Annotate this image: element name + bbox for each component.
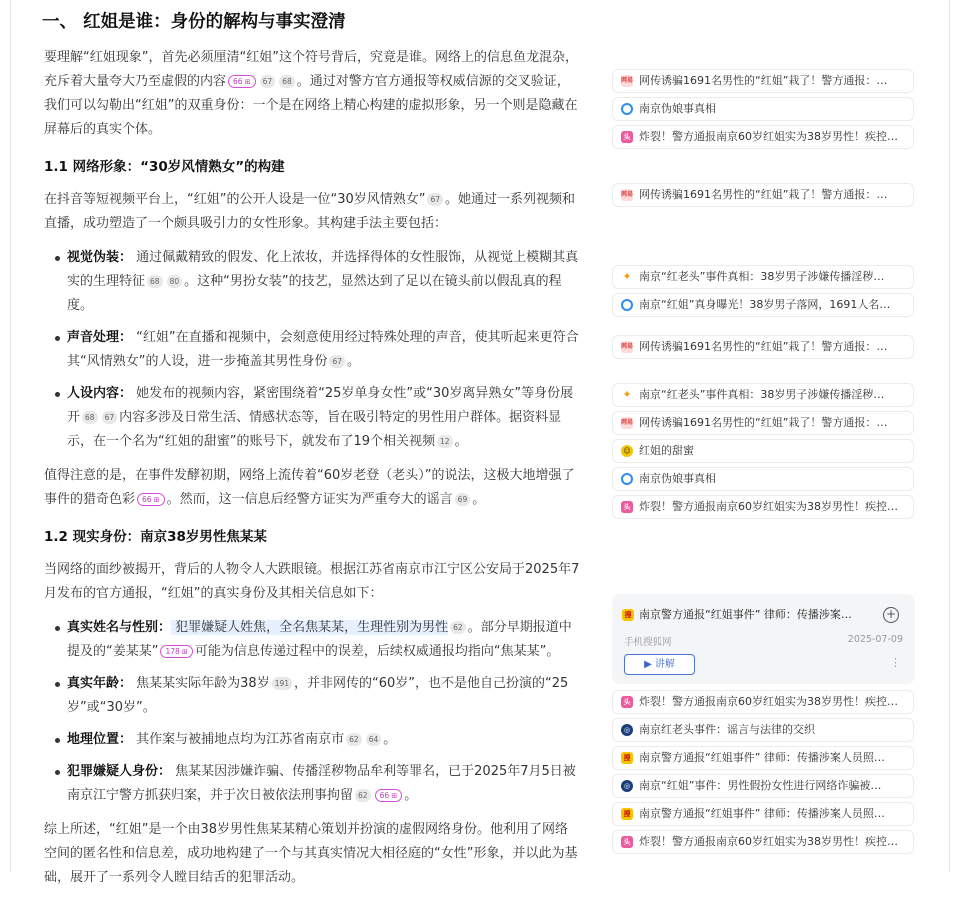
- bird-icon: ✦: [622, 270, 632, 283]
- list-item: 犯罪嫌疑人身份： 焦某某因涉嫌诈骗、传播淫秽物品牟利等罪名，已于2025年7月5日被南京江宁警方抓获归案，并于次日被依法刑事拘留 62 66 ⊞ 。: [44, 760, 580, 808]
- baidu-icon: [621, 103, 633, 115]
- citation[interactable]: 68: [82, 411, 98, 424]
- baidu-icon: [621, 473, 633, 485]
- baidu-icon: [621, 299, 633, 311]
- toutiao-icon: 头: [621, 836, 633, 848]
- reference-item[interactable]: ✦ 南京“红老头”事件真相：38岁男子涉嫌传播淫秽…: [612, 265, 914, 289]
- sohu-icon: 搜: [622, 609, 634, 621]
- citation[interactable]: 62: [346, 733, 362, 746]
- reference-item[interactable]: 搜 南京警方通报“红姐事件” 律师：传播涉案人员照…: [612, 746, 914, 770]
- reference-item[interactable]: 头 炸裂！警方通报南京60岁红姐实为38岁男性！疾控…: [612, 495, 914, 519]
- reference-item[interactable]: 网易 网传诱骗1691名男性的“红姐”栽了！警方通报：…: [612, 69, 914, 93]
- wangyi-icon: 网易: [621, 417, 633, 429]
- list-item: 地理位置： 其作案与被捕地点均为江苏省南京市 62 64 。: [44, 728, 580, 752]
- reference-item[interactable]: ◎ 南京“红姐”事件：男性假扮女性进行网络诈骗被…: [612, 774, 914, 798]
- card-source: 手机搜狐网: [624, 637, 672, 648]
- citation[interactable]: 12: [437, 435, 453, 448]
- gov-icon: ◎: [621, 724, 633, 736]
- citation[interactable]: 64: [366, 733, 382, 746]
- reference-item[interactable]: 南京伪娘事真相: [612, 467, 914, 491]
- video-citation[interactable]: 66 ⊞: [228, 75, 256, 88]
- video-citation[interactable]: 178 ⊞: [160, 645, 192, 658]
- section-title: 一、 红姐是谁：身份的解构与事实澄清: [42, 12, 346, 32]
- reference-item[interactable]: ☺ 红姐的甜蜜: [612, 439, 914, 463]
- citation[interactable]: 62: [355, 789, 371, 802]
- list-item: 声音处理： “红姐”在直播和视频中，会刻意使用经过特殊处理的声音，使其听起来更符合其“风情熟女”的人设，进一步掩盖其男性身份 67 。: [44, 326, 580, 374]
- reference-item[interactable]: 头 炸裂！警方通报南京60岁红姐实为38岁男性！疾控…: [612, 830, 914, 854]
- citation[interactable]: 69: [455, 493, 471, 506]
- more-icon[interactable]: ⋮: [890, 656, 901, 669]
- citation[interactable]: 67: [260, 75, 276, 88]
- reference-item[interactable]: 南京“红姐”真身曝光！38岁男子落网，1691人名…: [612, 293, 914, 317]
- video-citation[interactable]: 66 ⊞: [137, 493, 165, 506]
- list-item: 人设内容： 她发布的视频内容，紧密围绕着“25岁单身女性”或“30岁离异熟女”等身份展开 68 67 内容多涉及日常生活、情感状态等，旨在吸引特定的男性用户群体。据资料显示，在一个名为“红姐的甜蜜”的账号下，就发布了19个相关视频 12 。: [44, 382, 580, 454]
- citation[interactable]: 67: [329, 355, 345, 368]
- bullet-list: [44, 616, 580, 808]
- paragraph: 在抖音等短视频平台上，“红姐”的公开人设是一位“30岁风情熟女” 67 。她通过一系列视频和直播，成功塑造了一个颇具吸引力的女性形象。其构建手法主要包括：: [44, 192, 576, 231]
- subsection-title: 1.1 网络形象：“30岁风情熟女”的构建: [44, 159, 285, 175]
- explain-button[interactable]: ▶ 讲解: [624, 654, 695, 675]
- reference-item[interactable]: 网易 网传诱骗1691名男性的“红姐”栽了！警方通报：…: [612, 411, 914, 435]
- citation[interactable]: 80: [167, 275, 183, 288]
- toutiao-icon: 头: [621, 131, 633, 143]
- wangyi-icon: 网易: [621, 75, 633, 87]
- card-date: 2025-07-09: [847, 634, 903, 645]
- reference-item[interactable]: ✦ 南京“红老头”事件真相：38岁男子涉嫌传播淫秽…: [612, 383, 914, 407]
- reference-item[interactable]: ◎ 南京红老头事件：谣言与法律的交织: [612, 718, 914, 742]
- highlighted-text: 犯罪嫌疑人姓焦，全名焦某某，生理性别为男性: [171, 620, 449, 635]
- paragraph: 当网络的面纱被揭开，背后的人物令人大跌眼镜。根据江苏省南京市江宁区公安局于2025年7月发布的官方通报，“红姐”的真实身份及其相关信息如下：: [44, 562, 580, 601]
- reference-item[interactable]: 网易 网传诱骗1691名男性的“红姐”栽了！警方通报：…: [612, 335, 914, 359]
- gov-icon: ◎: [621, 780, 633, 792]
- reference-item[interactable]: 网易 网传诱骗1691名男性的“红姐”栽了！警方通报：…: [612, 183, 914, 207]
- toutiao-icon: 头: [621, 696, 633, 708]
- paragraph: 值得注意的是，在事件发酵初期，网络上流传着“60岁老登（老头）”的说法，这极大地增强了事件的猎奇色彩 66 ⊞ 。然而，这一信息后经警方证实为严重夸大的谣言 69 。: [44, 464, 580, 512]
- reference-item[interactable]: 搜 南京警方通报“红姐事件” 律师：传播涉案人员照…: [612, 802, 914, 826]
- intro-paragraph: 要理解“红姐现象”，首先必须厘清“红姐”这个符号背后，究竟是谁。网络上的信息鱼龙混杂，充斥着大量夸大乃至虚假的内容 66 ⊞ 67 68 。通过对警方官方通报等权威信源的交叉验证，我们可以勾勒出“红姐”的双重身份：一个是在网络上精心构建的虚拟形象，另一个则是隐藏在屏幕后的真实个体。: [44, 46, 580, 142]
- source-card[interactable]: [612, 594, 915, 684]
- sohu-icon: 搜: [621, 752, 633, 764]
- list-item: 视觉伪装： 通过佩戴精致的假发、化上浓妆，并选择得体的女性服饰，从视觉上模糊其真实的生理特征 68 80 。这种“男扮女装”的技艺，显然达到了足以在镜头前以假乱真的程度。: [44, 246, 580, 318]
- reference-item[interactable]: 头 炸裂！警方通报南京60岁红姐实为38岁男性！疾控…: [612, 125, 914, 149]
- summary-paragraph: 综上所述，“红姐”是一个由38岁男性焦某某精心策划并扮演的虚假网络身份。他利用了网络空间的匿名性和信息差，成功地构建了一个与其真实情况大相径庭的“女性”形象，并以此为基础，展开了一系列令人瞠目结舌的犯罪活动。: [44, 822, 578, 885]
- bird-icon: ✦: [622, 388, 632, 401]
- citation[interactable]: 67: [427, 193, 443, 206]
- wangyi-icon: 网易: [621, 341, 633, 353]
- bullet-list: [44, 246, 580, 454]
- card-title[interactable]: 南京警方通报“红姐事件” 律师：传播涉案…: [639, 608, 852, 621]
- citation[interactable]: 62: [450, 621, 466, 634]
- reference-item[interactable]: 头 炸裂！警方通报南京60岁红姐实为38岁男性！疾控…: [612, 690, 914, 714]
- video-citation[interactable]: 66 ⊞: [375, 789, 403, 802]
- subsection-title: 1.2 现实身份：南京38岁男性焦某某: [44, 529, 267, 545]
- smile-icon: ☺: [621, 445, 633, 457]
- citation[interactable]: 67: [102, 411, 118, 424]
- article: [44, 8, 580, 900]
- list-item: 真实年龄： 焦某某实际年龄为38岁 191 ，并非网传的“60岁”，也不是他自己扮演的“25岁”或“30岁”。: [44, 672, 580, 720]
- citation[interactable]: 68: [147, 275, 163, 288]
- citation[interactable]: 191: [272, 677, 292, 690]
- list-item: 真实姓名与性别： 犯罪嫌疑人姓焦，全名焦某某，生理性别为男性 62 。部分早期报道中提及的“姜某某” 178 ⊞ 可能为信息传递过程中的误差，后续权威通报均指向“焦某某”。: [44, 616, 580, 664]
- wangyi-icon: 网易: [621, 189, 633, 201]
- citation[interactable]: 68: [279, 75, 295, 88]
- add-icon[interactable]: +: [883, 607, 899, 623]
- toutiao-icon: 头: [621, 501, 633, 513]
- sohu-icon: 搜: [621, 808, 633, 820]
- reference-item[interactable]: 南京伪娘事真相: [612, 97, 914, 121]
